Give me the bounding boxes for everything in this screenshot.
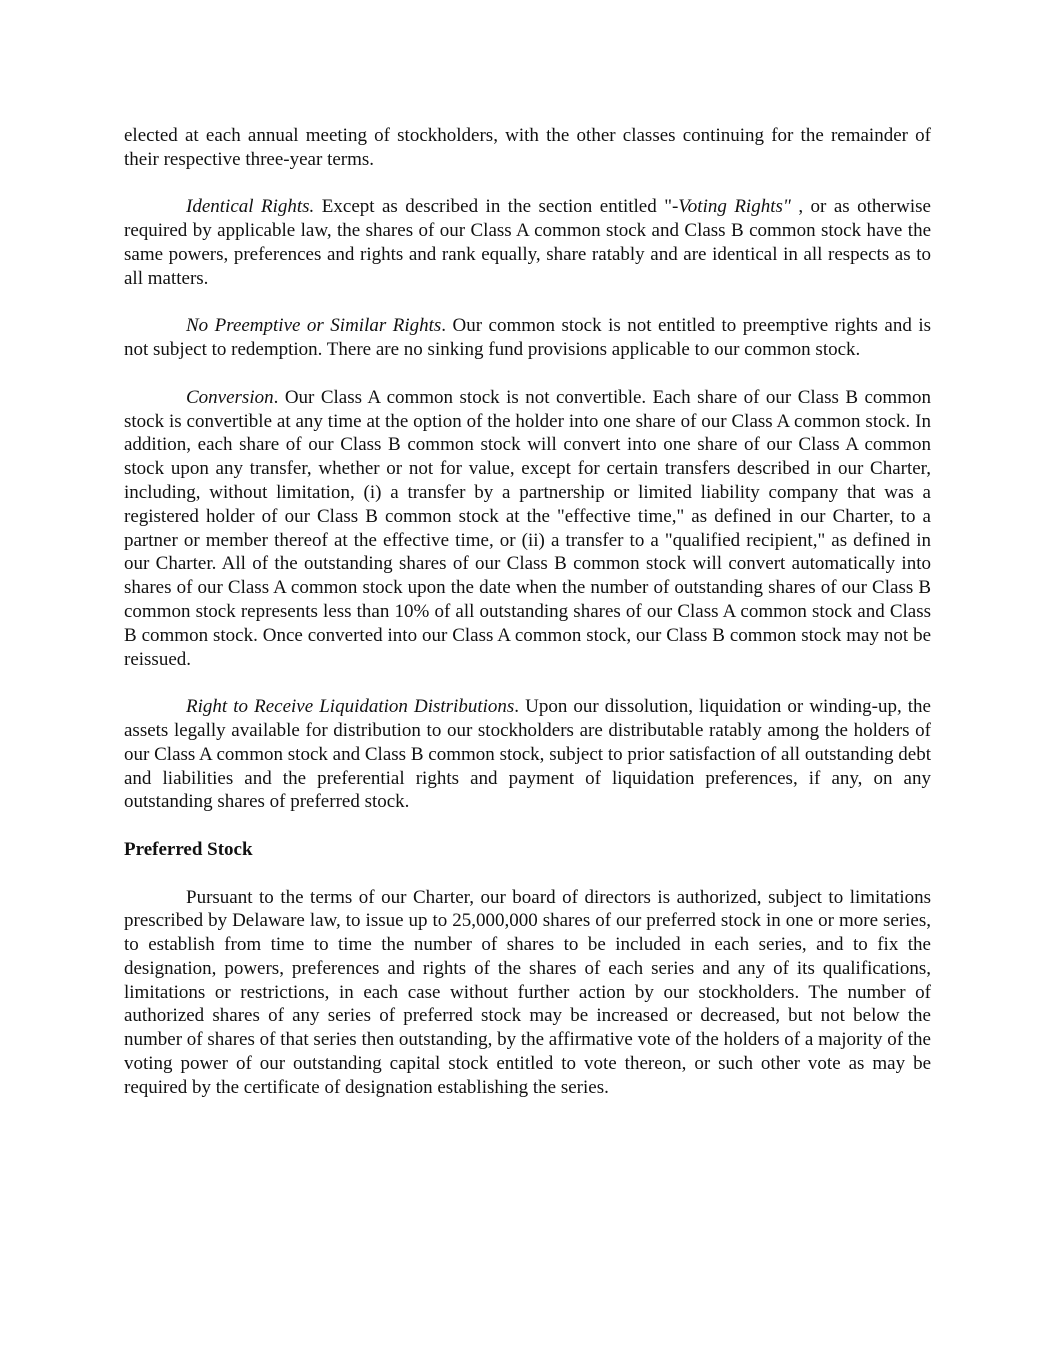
paragraph-text: . Upon our dissolution, liquidation or winding-up, the assets legally available for distribution to our stockholders are distributable ratably among the holders of our Class A common stock and Class B common stock, subject to prior satisfaction of all outstanding debt and liabilities and the preferential rights and payment of liquidation preferences, if any, on any outstanding shares of preferred stock. <box>124 696 931 813</box>
paragraph-lead: Identical Rights. <box>186 196 315 218</box>
paragraph-lead: No Preemptive or Similar Rights <box>186 315 442 337</box>
section-heading-preferred-stock: Preferred Stock <box>124 838 253 860</box>
document-page <box>124 124 931 1123</box>
section-reference: Voting Rights" <box>678 196 791 218</box>
paragraph-text: Except as described in the section entitled "- <box>314 196 679 218</box>
paragraph-text: . Our Class A common stock is not convertible. Each share of our Class B common stock is convertible at any time at the option of the holder into one share of our Class A common stock. In addition, each share of our Class B common stock will convert into one share of our Class A common stock upon any transfer, whether or not for value, except for certain transfers described in our Charter, including, without limitation, (i) a transfer by a partnership or limited liability company that was a registered holder of our Class B common stock at the "effective time," as defined in our Charter, to a partner or member thereof at the effective time, or (ii) a transfer to a "qualified recipient," as defined in our Charter. All of the outstanding shares of our Class B common stock will convert automatically into shares of our Class A common stock upon the date when the number of outstanding shares of our Class B common stock represents less than 10% of all outstanding shares of our Class A common stock and Class B common stock. Once converted into our Class A common stock, our Class B common stock may not be reissued. <box>124 386 931 670</box>
paragraph-preferred-stock <box>124 886 931 1100</box>
paragraph-classified-board-continuation <box>124 124 931 172</box>
paragraph-no-preemptive-rights <box>124 314 931 362</box>
paragraph-text: , or as otherwise required by applicable law, the shares of our Class A common stock and Class B common stock have the same powers, preferences and rights and rank equally, share ratably and are identical in all respects as to all matters. <box>124 196 931 289</box>
paragraph-lead: Conversion <box>186 386 274 408</box>
paragraph-liquidation-distributions <box>124 695 931 814</box>
paragraph-text: elected at each annual meeting of stockholders, with the other classes continuing for the remainder of their respective three-year terms. <box>124 125 931 170</box>
paragraph-text: Pursuant to the terms of our Charter, our board of directors is authorized, subject to limitations prescribed by Delaware law, to issue up to 25,000,000 shares of our preferred stock in one or more series, to establish from time to time the number of shares to be included in each series, and to fix the designation, powers, preferences and rights of the shares of each series and any of its qualifications, limitations or restrictions, in each case without further action by our stockholders. The number of authorized shares of any series of preferred stock may be increased or decreased, but not below the number of shares of that series then outstanding, by the affirmative vote of the holders of a majority of the voting power of our outstanding capital stock entitled to vote thereon, or such other vote as may be required by the certificate of designation establishing the series. <box>124 886 931 1098</box>
paragraph-identical-rights <box>124 195 931 290</box>
paragraph-conversion <box>124 386 931 672</box>
paragraph-lead: Right to Receive Liquidation Distributions <box>186 696 515 718</box>
paragraph-text: . Our common stock is not entitled to preemptive rights and is not subject to redemption. There are no sinking fund provisions applicable to our common stock. <box>124 315 931 361</box>
